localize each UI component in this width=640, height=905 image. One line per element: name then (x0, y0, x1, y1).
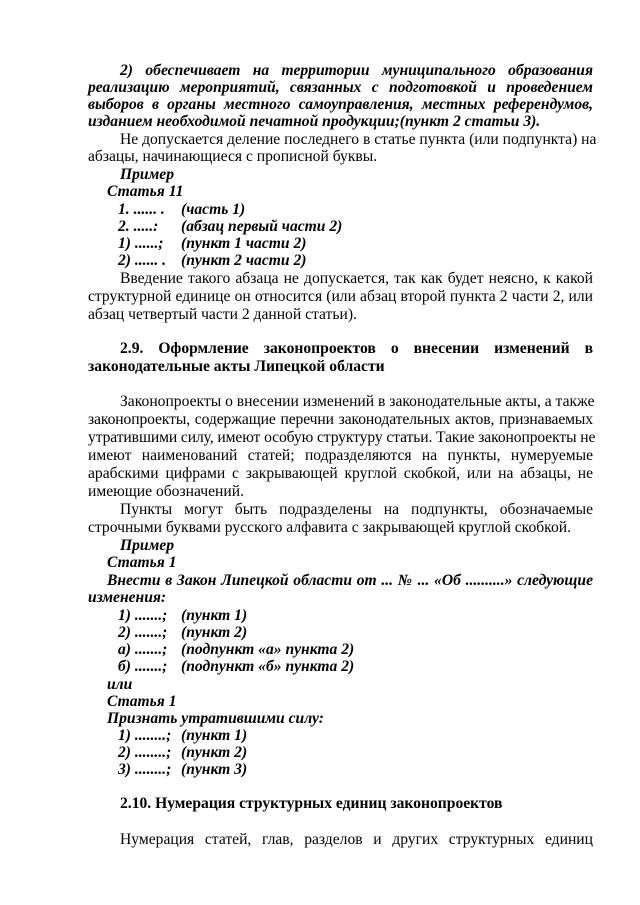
example2-or: или (107, 676, 133, 693)
para2-line-1: Введение такого абзаца не допускается, так как будет неясно, к какой (120, 270, 593, 287)
example1-item-1-num: 1. ...... . (118, 201, 165, 218)
example1-item-2-note: (абзац первый части 2) (181, 218, 343, 235)
example2-repeal-item-2-note: (пункт 2) (181, 744, 248, 761)
heading-2-9-line-1: 2.9. Оформление законопроектов о внесении изменений в (120, 340, 593, 357)
para1-line-1: Не допускается деление последнего в статье пункта (или подпункта) на (120, 131, 597, 148)
example2-item-3-num: а) .......; (118, 641, 168, 658)
example2-item-4-num: б) .......; (118, 658, 168, 675)
para3-line-6: имеющие обозначений. (88, 483, 244, 500)
example2-item-2-num: 2) .......; (118, 624, 168, 641)
example2-item-3-note: (подпункт «а» пункта 2) (181, 641, 355, 658)
intro-line-4: изданием необходимой печатной продукции;(пункт 2 статьи 3). (88, 113, 541, 130)
example1-item-3-num: 1) ......; (118, 235, 164, 252)
example1-item-2-num: 2. .....: (118, 218, 159, 235)
example2-item-1-num: 1) .......; (118, 607, 168, 624)
para5-line-1: Нумерация статей, глав, разделов и других структурных единиц (120, 831, 593, 848)
para3-line-5: арабскими цифрами с закрывающей круглой скобкой, или на абзацы, не (88, 465, 593, 482)
example1-item-4-note: (пункт 2 части 2) (181, 252, 307, 269)
heading-2-10: 2.10. Нумерация структурных единиц законопроектов (120, 795, 503, 812)
para4-line-2: строчными буквами русского алфавита с закрывающей круглой скобкой. (88, 519, 572, 536)
para3-line-1: Законопроекты о внесении изменений в законодательные акты, а также (120, 393, 595, 410)
example2-repeal-item-1-num: 1) ........; (118, 727, 172, 744)
para3-line-4: имеют наименований статей; подразделяются на пункты, нумеруемые (88, 447, 593, 464)
example1-item-1-note: (часть 1) (181, 201, 246, 218)
example1-item-3-note: (пункт 1 части 2) (181, 235, 307, 252)
para3-line-3: утратившими силу, имеют особую структуру статьи. Такие законопроекты не (88, 429, 596, 446)
example2-item-1-note: (пункт 1) (181, 607, 248, 624)
example2-amend-line-1: Внести в Закон Липецкой области от ... № ... «Об ..........» следующие (107, 572, 593, 589)
example2-repeal: Признать утратившими силу: (107, 710, 324, 727)
para1-line-2: абзацы, начинающиеся с прописной буквы. (88, 148, 378, 165)
example2-repeal-item-3-num: 3) ........; (118, 761, 172, 778)
intro-line-1: 2) обеспечивает на территории муниципального образования (120, 62, 593, 79)
intro-line-3: выборов в органы местного самоуправления, местных референдумов, (88, 96, 593, 113)
example2-repeal-item-2-num: 2) ........; (118, 744, 172, 761)
para2-line-3: абзац четвертый части 2 данной статьи). (88, 306, 357, 323)
example1-article: Статья 11 (107, 183, 184, 200)
example2-label: Пример (120, 537, 174, 554)
example2-item-4-note: (подпункт «б» пункта 2) (181, 658, 355, 675)
example2-repeal-item-1-note: (пункт 1) (181, 727, 248, 744)
example2-amend-line-2: изменения: (88, 589, 167, 606)
para3-line-2: законопроекты, содержащие перечни законодательных актов, признаваемых (88, 411, 593, 428)
example2-article-2: Статья 1 (107, 693, 177, 710)
example2-repeal-item-3-note: (пункт 3) (181, 761, 248, 778)
intro-line-2: реализацию мероприятий, связанных с подготовкой и проведением (88, 79, 593, 96)
example1-label: Пример (120, 166, 174, 183)
heading-2-9-line-2: законодательные акты Липецкой области (88, 358, 385, 375)
example1-item-4-num: 2) ...... . (118, 252, 167, 269)
para4-line-1: Пункты могут быть подразделены на подпункты, обозначаемые (120, 501, 593, 518)
para2-line-2: структурной единице он относится (или абзац второй пункта 2 части 2, или (88, 288, 593, 305)
example2-item-2-note: (пункт 2) (181, 624, 248, 641)
example2-article: Статья 1 (107, 554, 177, 571)
